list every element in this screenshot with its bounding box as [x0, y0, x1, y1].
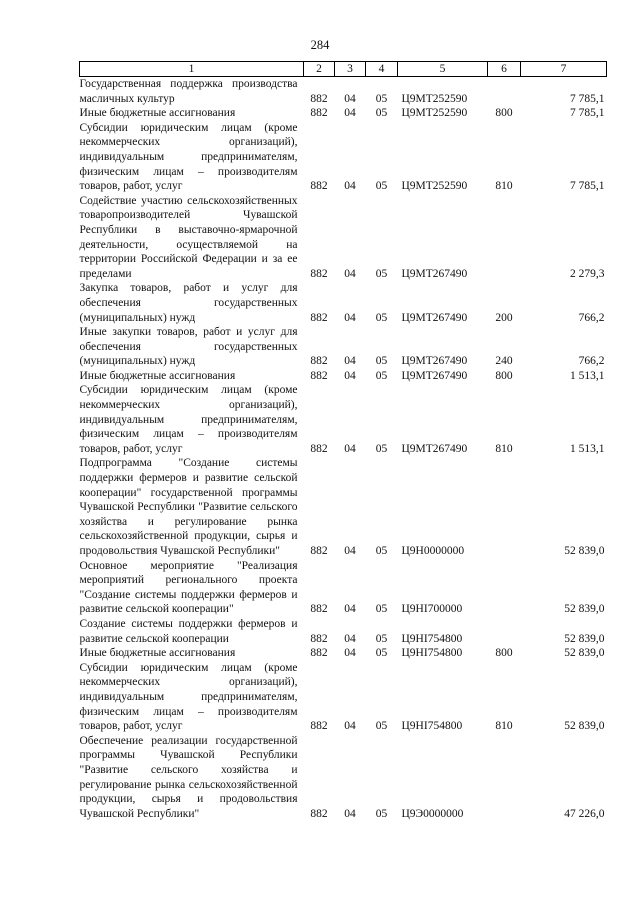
row-expense-type: [488, 559, 521, 617]
column-header: 6: [488, 62, 521, 77]
row-grbs: 882: [310, 92, 328, 105]
column-header: 2: [304, 62, 335, 77]
row-name: Основное мероприятие "Реализация мероприятий регионального проекта "Создание системы поддержки фермеров и развитие сельской кооперации": [79, 559, 298, 616]
row-name: Иные бюджетные ассигнования: [79, 107, 236, 120]
row-section: 04: [344, 545, 356, 557]
row-expense-type: [488, 734, 521, 822]
table-row: [80, 106, 607, 121]
row-amount: 766,2: [578, 311, 605, 324]
row-amount: 1 513,1: [570, 369, 605, 382]
row-section: 04: [344, 647, 356, 660]
row-amount: 52 839,0: [564, 545, 605, 557]
row-target-article: Ц9Э0000000: [401, 807, 464, 820]
row-subsection: 05: [375, 355, 388, 368]
row-subsection: 05: [375, 603, 388, 616]
row-section: 04: [344, 807, 356, 820]
table-row: [80, 559, 607, 617]
row-amount: 52 839,0: [564, 603, 605, 616]
row-expense-type: 800: [495, 369, 513, 382]
table-row: [80, 734, 607, 822]
row-name: Государственная поддержка производства масличных культур: [79, 78, 298, 105]
row-subsection: 05: [375, 807, 388, 820]
table-row: [80, 369, 607, 384]
table-row: [80, 281, 607, 325]
row-section: 04: [344, 603, 356, 616]
row-expense-type: 800: [495, 647, 513, 660]
row-target-article: Ц9МТ252590: [401, 92, 468, 105]
row-amount: 47 226,0: [564, 807, 605, 820]
row-target-article: Ц9МТ267490: [401, 355, 468, 368]
row-grbs: 882: [310, 720, 328, 733]
row-grbs: 882: [310, 603, 328, 616]
table-row: [80, 77, 607, 107]
row-section: 04: [344, 369, 356, 382]
page-number: 284: [310, 38, 330, 52]
row-grbs: 882: [310, 545, 328, 557]
row-grbs: 882: [310, 442, 328, 455]
row-expense-type: 800: [495, 107, 513, 120]
row-name: Содействие участию сельскохозяйственных товаропроизводителей Чувашской Республики в выставочно-ярмарочной деятельности, осуществляемой на территории Российской Федерации и за ее пределами: [79, 194, 298, 280]
row-grbs: 882: [310, 311, 328, 324]
row-subsection: 05: [375, 545, 388, 557]
row-grbs: 882: [310, 355, 328, 368]
row-subsection: 05: [375, 720, 388, 733]
row-expense-type: 810: [495, 720, 513, 733]
row-name: Субсидии юридическим лицам (кроме некоммерческих организаций), индивидуальным предпринимателям, физическим лицам – производителям товаров, работ, услуг: [79, 121, 298, 193]
row-amount: 2 279,3: [570, 267, 605, 280]
row-amount: 52 839,0: [564, 647, 605, 660]
row-amount: 52 839,0: [564, 632, 605, 645]
table-row: [80, 617, 607, 646]
row-subsection: 05: [375, 647, 388, 660]
row-subsection: 05: [375, 180, 388, 193]
row-section: 04: [344, 355, 356, 368]
row-section: 04: [344, 720, 356, 733]
row-expense-type: [488, 456, 521, 558]
row-name: Субсидии юридическим лицам (кроме некоммерческих организаций), индивидуальным предпринимателям, физическим лицам – производителям товаров, работ, услуг: [79, 661, 298, 733]
row-subsection: 05: [375, 267, 388, 280]
row-target-article: Ц9МТ267490: [401, 311, 468, 324]
table-row: [80, 456, 607, 558]
budget-table: [79, 61, 607, 821]
row-section: 04: [344, 311, 356, 324]
row-target-article: Ц9НI754800: [401, 647, 463, 660]
row-name: Закупка товаров, работ и услуг для обеспечения государственных (муниципальных) нужд: [79, 282, 298, 324]
row-amount: 7 785,1: [570, 180, 605, 193]
row-name: Субсидии юридическим лицам (кроме некоммерческих организаций), индивидуальным предпринимателям, физическим лицам – производителям товаров, работ, услуг: [79, 384, 298, 455]
row-grbs: 882: [310, 369, 328, 382]
table-row: [80, 646, 607, 661]
column-header: 7: [521, 62, 607, 77]
row-expense-type: [488, 617, 521, 646]
row-subsection: 05: [375, 632, 388, 645]
row-amount: 7 785,1: [570, 107, 605, 120]
row-expense-type: [488, 194, 521, 282]
row-expense-type: 200: [495, 311, 513, 324]
row-section: 04: [344, 267, 356, 280]
row-name: Подпрограмма "Создание системы поддержки фермеров и развитие сельской кооперации" государственной программы Чувашской Республики "Развитие сельского хозяйства и регулирование рынка сельскохозяйственной продукции, сырья и продовольствия Чувашской Республики": [79, 457, 298, 557]
row-target-article: Ц9МТ252590: [401, 107, 468, 120]
row-section: 04: [344, 632, 356, 645]
row-amount: 766,2: [578, 355, 605, 368]
table-row: [80, 661, 607, 734]
row-grbs: 882: [310, 267, 328, 280]
row-name: Иные бюджетные ассигнования: [79, 647, 236, 660]
row-target-article: Ц9НI754800: [401, 720, 463, 733]
row-section: 04: [344, 107, 356, 120]
row-section: 04: [344, 180, 356, 193]
row-target-article: Ц9МТ267490: [401, 369, 468, 382]
row-amount: 7 785,1: [570, 92, 605, 105]
column-header: 1: [80, 62, 304, 77]
table-row: [80, 383, 607, 456]
row-grbs: 882: [310, 632, 328, 645]
row-section: 04: [344, 442, 356, 455]
row-target-article: Ц9МТ252590: [401, 180, 468, 193]
row-amount: 52 839,0: [564, 720, 605, 733]
row-expense-type: 240: [495, 355, 513, 368]
table-row: [80, 325, 607, 369]
column-header: 4: [366, 62, 398, 77]
table-row: [80, 194, 607, 282]
row-name: Обеспечение реализации государственной программы Чувашской Республики "Развитие сельского хозяйства и регулирование рынка сельскохозяйственной продукции, сырья и продовольствия Чувашской Республики": [79, 734, 298, 820]
row-subsection: 05: [375, 92, 388, 105]
row-amount: 1 513,1: [570, 442, 605, 455]
column-header: 5: [398, 62, 488, 77]
row-subsection: 05: [375, 369, 388, 382]
row-expense-type: 810: [495, 442, 513, 455]
row-subsection: 05: [375, 107, 388, 120]
row-section: 04: [344, 92, 356, 105]
table-header: [80, 62, 607, 77]
row-target-article: Ц9НI700000: [401, 603, 463, 616]
row-name: Иные закупки товаров, работ и услуг для обеспечения государственных (муниципальных) нужд: [79, 326, 298, 368]
table-body: [80, 77, 607, 822]
row-target-article: Ц9МТ267490: [401, 442, 468, 455]
header-row: [80, 62, 607, 77]
row-target-article: Ц9МТ267490: [401, 267, 468, 280]
column-header: 3: [335, 62, 366, 77]
row-target-article: Ц9НI754800: [401, 632, 463, 645]
row-name: Создание системы поддержки фермеров и развитие сельской кооперации: [79, 617, 298, 645]
row-name: Иные бюджетные ассигнования: [79, 369, 236, 382]
row-target-article: Ц9Н0000000: [401, 545, 465, 557]
row-grbs: 882: [310, 180, 328, 193]
row-grbs: 882: [310, 647, 328, 660]
row-expense-type: 810: [495, 180, 513, 193]
row-grbs: 882: [310, 107, 328, 120]
row-grbs: 882: [310, 807, 328, 820]
row-subsection: 05: [375, 311, 388, 324]
row-subsection: 05: [375, 442, 388, 455]
table-row: [80, 121, 607, 194]
row-expense-type: [488, 77, 521, 107]
